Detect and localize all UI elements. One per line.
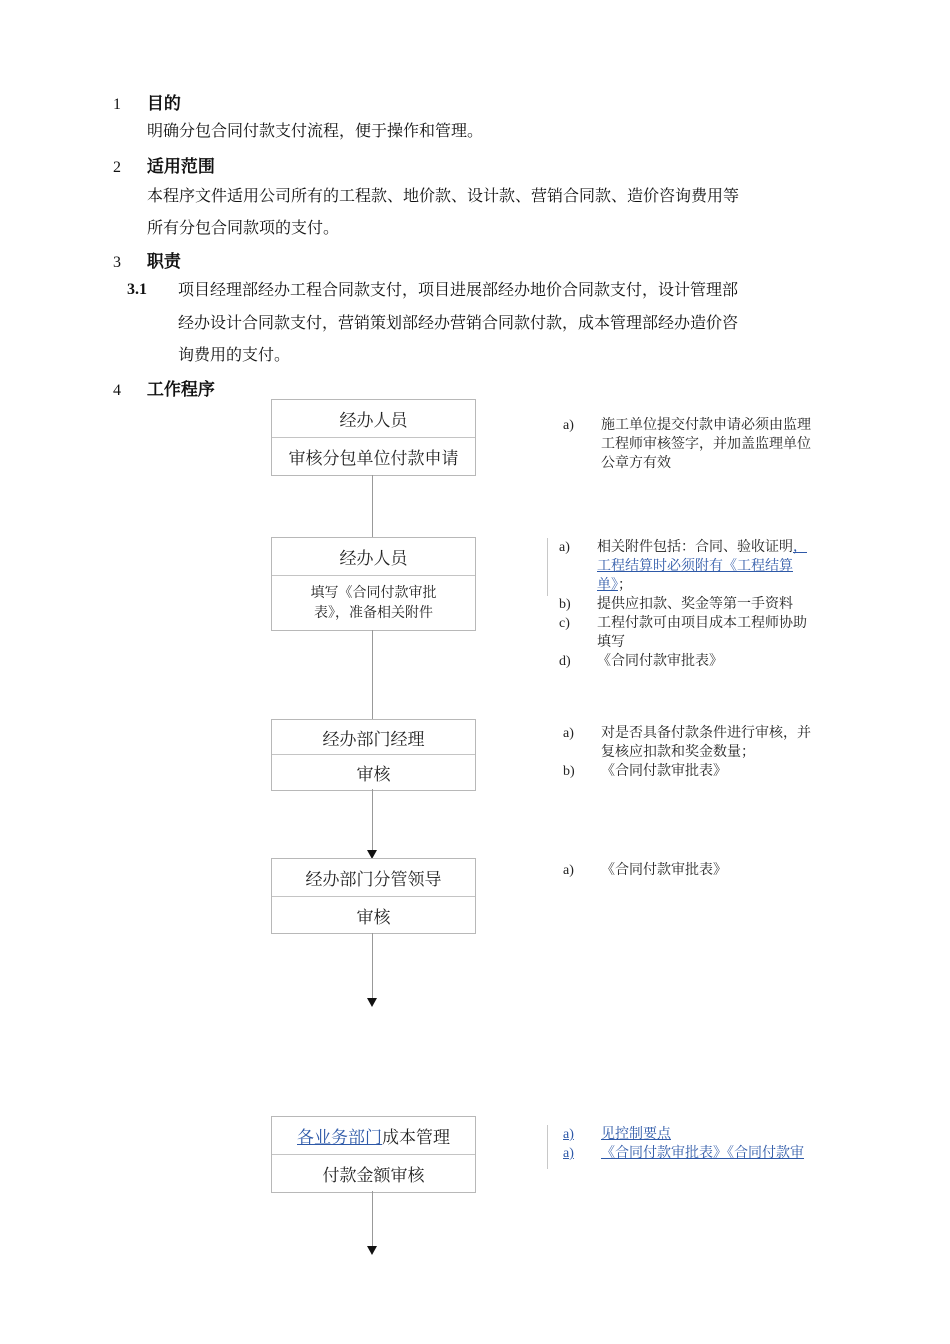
note-line: 填写 (597, 634, 625, 650)
change-bar (547, 538, 548, 596)
flow-step-2-role: 经办人员 (339, 549, 408, 569)
note-item-text (597, 614, 855, 652)
flow-step-5-role-link[interactable]: 各业务部门 (297, 1128, 382, 1148)
note-item-text: 《合同付款审批表》 (597, 653, 723, 669)
section-4-title: 工作程序 (146, 380, 215, 400)
section-3-1-line3: 询费用的支付。 (178, 345, 291, 364)
change-bar (547, 1125, 548, 1169)
note-line: 施工单位提交付款申请必须由监理 (601, 417, 811, 433)
note-link[interactable]: ， (793, 539, 807, 555)
section-2-number: 2 (113, 159, 121, 176)
flow-step-2-action-line2: 表》，准备相关附件 (314, 605, 433, 621)
note-1 (563, 416, 855, 473)
flow-connector-5 (372, 1191, 373, 1246)
section-3-heading (113, 247, 181, 272)
note-4 (563, 861, 855, 880)
note-item-label: a) (563, 418, 574, 433)
note-link[interactable]: 工程结算时必须附有《工程结算 (597, 558, 793, 574)
flow-connector-3 (372, 789, 373, 850)
section-1-body: 明确分包合同付款支付流程，便于操作和管理。 (147, 121, 484, 140)
section-2-body-line1: 本程序文件适用公司所有的工程款、地价款、设计款、营销合同款、造价咨询费用等 (147, 186, 740, 205)
flow-step-3 (271, 719, 476, 791)
note-item-text (597, 538, 855, 595)
note-5-item-b[interactable] (563, 1144, 855, 1163)
flow-step-3-action: 审核 (272, 754, 475, 790)
note-item-label: a) (563, 1127, 574, 1142)
flow-connector-1 (372, 475, 373, 537)
note-item-text (601, 416, 855, 473)
flow-connector-4 (372, 933, 373, 998)
note-item-label: a) (563, 1146, 574, 1161)
flow-step-5-role (272, 1117, 475, 1154)
arrow-down-icon (367, 998, 377, 1007)
note-link[interactable]: 单》 (597, 577, 618, 593)
flow-connector-2 (372, 630, 373, 719)
note-line: 复核应扣款和奖金数量； (601, 744, 755, 760)
note-2-item-a (559, 538, 855, 595)
flow-step-3-role: 经办部门经理 (322, 729, 425, 750)
note-item-label: b) (563, 764, 575, 779)
note-2-item-b (559, 595, 855, 614)
note-item-label: a) (563, 863, 574, 878)
note-item-text: 提供应扣款、奖金等第一手资料 (597, 596, 793, 612)
section-4-heading (113, 375, 215, 400)
section-3-number: 3 (113, 254, 121, 271)
note-1-item-a (563, 416, 855, 473)
flow-step-5 (271, 1116, 476, 1193)
section-4-number: 4 (113, 382, 121, 399)
note-item-text: 《合同付款审批表》 (601, 763, 727, 779)
note-5 (563, 1125, 855, 1169)
section-2-heading (113, 152, 215, 177)
note-item-label: a) (563, 726, 574, 741)
note-line: 对是否具备付款条件进行审核，并 (601, 725, 811, 741)
flow-step-1 (271, 399, 476, 476)
flow-step-1-action: 审核分包单位付款申请 (272, 437, 475, 475)
section-3-1-line2: 经办设计合同款支付，营销策划部经办营销合同款付款，成本管理部经办造价咨 (178, 313, 739, 332)
note-2 (559, 538, 855, 671)
note-text: 相关附件包括：合同、验收证明 (597, 539, 793, 555)
note-3-item-b (563, 762, 855, 781)
flow-step-4-role: 经办部门分管领导 (305, 870, 442, 890)
note-item-label: b) (559, 597, 571, 612)
note-3 (563, 724, 855, 781)
note-item-label: c) (559, 616, 570, 631)
note-item-text: 《合同付款审批表》 (601, 862, 727, 878)
section-1-title: 目的 (146, 94, 181, 114)
flow-step-2-action (272, 575, 475, 630)
note-item-text (601, 724, 855, 762)
section-3-1-line1: 项目经理部经办工程合同款支付，项目进展部经办地价合同款支付，设计管理部 (178, 280, 739, 299)
section-1-heading (113, 89, 181, 114)
note-line: 工程付款可由项目成本工程师协助 (597, 615, 807, 631)
flow-step-1-role: 经办人员 (339, 411, 408, 431)
note-text: ； (618, 577, 632, 593)
flow-step-2-action-line1: 填写《合同付款审批 (310, 585, 437, 601)
section-2-title: 适用范围 (146, 157, 215, 177)
note-2-item-c (559, 614, 855, 652)
section-2-body-line2: 所有分包合同款项的支付。 (147, 218, 340, 237)
note-item-label: d) (559, 654, 571, 669)
note-line: 公章方有效 (601, 455, 671, 471)
note-item-label: a) (559, 540, 570, 555)
flow-step-4 (271, 858, 476, 934)
note-line: 工程师审核签字，并加盖监理单位 (601, 436, 811, 452)
note-2-item-d (559, 652, 855, 671)
flow-step-5-role-rest: 成本管理 (382, 1128, 450, 1148)
flow-step-5-action: 付款金额审核 (272, 1154, 475, 1192)
section-3-title: 职责 (146, 252, 181, 272)
section-1-number: 1 (113, 96, 121, 113)
note-item-text[interactable]: 《合同付款审批表》《合同付款审 (601, 1145, 804, 1161)
flow-step-2 (271, 537, 476, 631)
note-item-text[interactable]: 见控制要点 (601, 1126, 671, 1142)
arrow-down-icon (367, 1246, 377, 1255)
note-5-item-a[interactable] (563, 1125, 855, 1144)
note-4-item-a (563, 861, 855, 880)
section-3-1-number: 3.1 (127, 281, 147, 298)
flow-step-4-action: 审核 (272, 896, 475, 933)
note-3-item-a (563, 724, 855, 762)
